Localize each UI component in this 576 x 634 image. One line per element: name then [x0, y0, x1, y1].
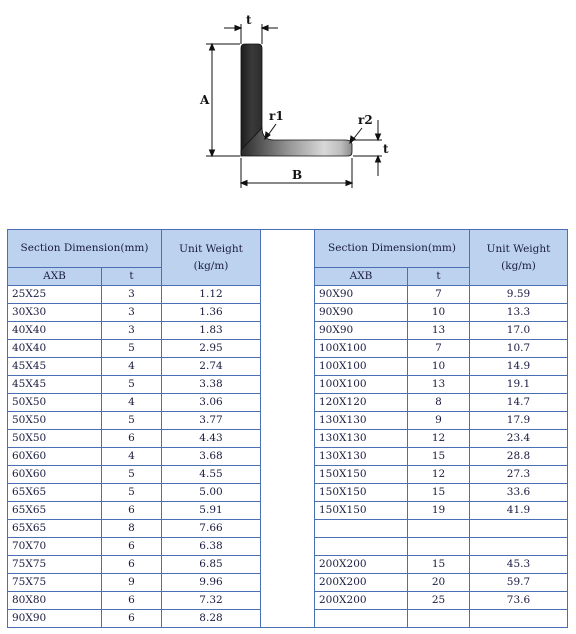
left-axb-cell: 40X40	[8, 322, 102, 340]
header-unit-weight-left: Unit Weight (kg/m)	[162, 230, 261, 286]
left-weight-cell: 4.43	[162, 430, 261, 448]
right-weight-cell: 9.59	[470, 286, 568, 304]
dimension-t-top	[224, 24, 278, 44]
right-axb-cell	[315, 520, 408, 538]
left-axb-cell: 70X70	[8, 538, 102, 556]
left-t-cell: 4	[102, 358, 162, 376]
left-t-cell: 5	[102, 466, 162, 484]
left-axb-cell: 50X50	[8, 394, 102, 412]
left-weight-cell: 3.06	[162, 394, 261, 412]
right-weight-cell: 33.6	[470, 484, 568, 502]
dimension-t-right	[353, 120, 382, 176]
right-axb-cell	[315, 610, 408, 628]
left-weight-cell: 3.77	[162, 412, 261, 430]
right-weight-cell: 17.9	[470, 412, 568, 430]
right-t-cell: 8	[408, 394, 470, 412]
right-axb-cell: 150X150	[315, 484, 408, 502]
left-weight-cell: 4.55	[162, 466, 261, 484]
right-axb-cell: 200X200	[315, 592, 408, 610]
left-t-cell: 8	[102, 520, 162, 538]
left-axb-cell: 65X65	[8, 484, 102, 502]
right-t-cell: 9	[408, 412, 470, 430]
right-t-cell: 12	[408, 430, 470, 448]
left-axb-cell: 75X75	[8, 556, 102, 574]
right-weight-cell: 23.4	[470, 430, 568, 448]
right-t-cell: 15	[408, 556, 470, 574]
left-axb-cell: 75X75	[8, 574, 102, 592]
left-weight-cell: 1.12	[162, 286, 261, 304]
right-t-cell: 25	[408, 592, 470, 610]
left-weight-cell: 1.36	[162, 304, 261, 322]
left-t-cell: 4	[102, 394, 162, 412]
left-t-cell: 6	[102, 430, 162, 448]
label-t-top: t	[246, 13, 252, 27]
left-weight-cell: 6.38	[162, 538, 261, 556]
angle-section-diagram	[0, 0, 576, 222]
right-t-cell: 12	[408, 466, 470, 484]
right-t-cell: 7	[408, 286, 470, 304]
left-weight-cell: 6.85	[162, 556, 261, 574]
angle-profile-horizontal-leg	[241, 128, 352, 156]
dimension-r1	[265, 124, 276, 139]
left-weight-cell: 3.68	[162, 448, 261, 466]
right-t-cell: 7	[408, 340, 470, 358]
column-divider	[261, 230, 315, 628]
left-t-cell: 6	[102, 592, 162, 610]
right-axb-cell: 90X90	[315, 304, 408, 322]
right-weight-cell: 14.7	[470, 394, 568, 412]
header-section-dimension-left: Section Dimension(mm)	[8, 230, 162, 268]
left-axb-cell: 65X65	[8, 502, 102, 520]
right-axb-cell: 100X100	[315, 358, 408, 376]
right-t-cell	[408, 538, 470, 556]
left-axb-cell: 60X60	[8, 448, 102, 466]
left-t-cell: 6	[102, 556, 162, 574]
header-unit-weight-right: Unit Weight (kg/m)	[470, 230, 568, 286]
left-axb-cell: 65X65	[8, 520, 102, 538]
right-weight-cell: 10.7	[470, 340, 568, 358]
left-weight-cell: 1.83	[162, 322, 261, 340]
right-t-cell: 20	[408, 574, 470, 592]
spec-table-body	[8, 230, 568, 628]
right-weight-cell: 59.7	[470, 574, 568, 592]
right-weight-cell: 28.8	[470, 448, 568, 466]
left-weight-cell: 7.32	[162, 592, 261, 610]
left-t-cell: 4	[102, 448, 162, 466]
left-axb-cell: 60X60	[8, 466, 102, 484]
label-r2: r2	[358, 113, 373, 127]
right-t-cell: 13	[408, 322, 470, 340]
left-weight-cell: 3.38	[162, 376, 261, 394]
left-t-cell: 9	[102, 574, 162, 592]
left-weight-cell: 2.74	[162, 358, 261, 376]
left-t-cell: 5	[102, 376, 162, 394]
left-t-cell: 5	[102, 484, 162, 502]
right-weight-cell: 14.9	[470, 358, 568, 376]
left-weight-cell: 8.28	[162, 610, 261, 628]
right-weight-cell: 13.3	[470, 304, 568, 322]
left-axb-cell: 25X25	[8, 286, 102, 304]
left-axb-cell: 80X80	[8, 592, 102, 610]
right-t-cell: 10	[408, 304, 470, 322]
header-axb-left: AXB	[8, 268, 102, 286]
left-t-cell: 6	[102, 502, 162, 520]
right-weight-cell: 17.0	[470, 322, 568, 340]
right-t-cell: 15	[408, 448, 470, 466]
left-t-cell: 5	[102, 412, 162, 430]
left-weight-cell: 9.96	[162, 574, 261, 592]
label-r1: r1	[269, 109, 284, 123]
left-t-cell: 6	[102, 610, 162, 628]
header-row	[8, 230, 568, 268]
right-weight-cell	[470, 538, 568, 556]
right-weight-cell: 41.9	[470, 502, 568, 520]
right-axb-cell: 100X100	[315, 340, 408, 358]
left-axb-cell: 30X30	[8, 304, 102, 322]
left-axb-cell: 45X45	[8, 376, 102, 394]
header-t-right: t	[408, 268, 470, 286]
right-axb-cell: 130X130	[315, 412, 408, 430]
left-weight-cell: 7.66	[162, 520, 261, 538]
label-t-right: t	[383, 142, 389, 156]
right-axb-cell: 100X100	[315, 376, 408, 394]
header-section-dimension-right: Section Dimension(mm)	[315, 230, 470, 268]
right-t-cell	[408, 520, 470, 538]
header-t-left: t	[102, 268, 162, 286]
left-axb-cell: 50X50	[8, 412, 102, 430]
right-t-cell	[408, 610, 470, 628]
right-axb-cell: 130X130	[315, 430, 408, 448]
left-axb-cell: 90X90	[8, 610, 102, 628]
label-b: B	[292, 168, 303, 182]
label-a: A	[200, 93, 210, 107]
right-weight-cell: 19.1	[470, 376, 568, 394]
left-axb-cell: 50X50	[8, 430, 102, 448]
right-axb-cell: 150X150	[315, 502, 408, 520]
left-t-cell: 3	[102, 322, 162, 340]
left-weight-cell: 2.95	[162, 340, 261, 358]
right-axb-cell	[315, 538, 408, 556]
right-weight-cell	[470, 520, 568, 538]
right-axb-cell: 120X120	[315, 394, 408, 412]
header-axb-right: AXB	[315, 268, 408, 286]
right-axb-cell: 150X150	[315, 466, 408, 484]
right-weight-cell: 45.3	[470, 556, 568, 574]
left-t-cell: 3	[102, 304, 162, 322]
right-weight-cell	[470, 610, 568, 628]
right-axb-cell: 90X90	[315, 286, 408, 304]
right-axb-cell: 130X130	[315, 448, 408, 466]
dimension-a	[206, 44, 240, 156]
left-t-cell: 3	[102, 286, 162, 304]
right-axb-cell: 200X200	[315, 574, 408, 592]
left-axb-cell: 40X40	[8, 340, 102, 358]
left-t-cell: 6	[102, 538, 162, 556]
right-axb-cell: 90X90	[315, 322, 408, 340]
left-axb-cell: 45X45	[8, 358, 102, 376]
right-t-cell: 19	[408, 502, 470, 520]
right-t-cell: 15	[408, 484, 470, 502]
right-weight-cell: 27.3	[470, 466, 568, 484]
right-weight-cell: 73.6	[470, 592, 568, 610]
right-t-cell: 10	[408, 358, 470, 376]
angle-steel-spec-table	[7, 229, 568, 628]
left-weight-cell: 5.91	[162, 502, 261, 520]
right-t-cell: 13	[408, 376, 470, 394]
right-axb-cell: 200X200	[315, 556, 408, 574]
left-weight-cell: 5.00	[162, 484, 261, 502]
dimension-r2	[350, 128, 362, 143]
left-t-cell: 5	[102, 340, 162, 358]
